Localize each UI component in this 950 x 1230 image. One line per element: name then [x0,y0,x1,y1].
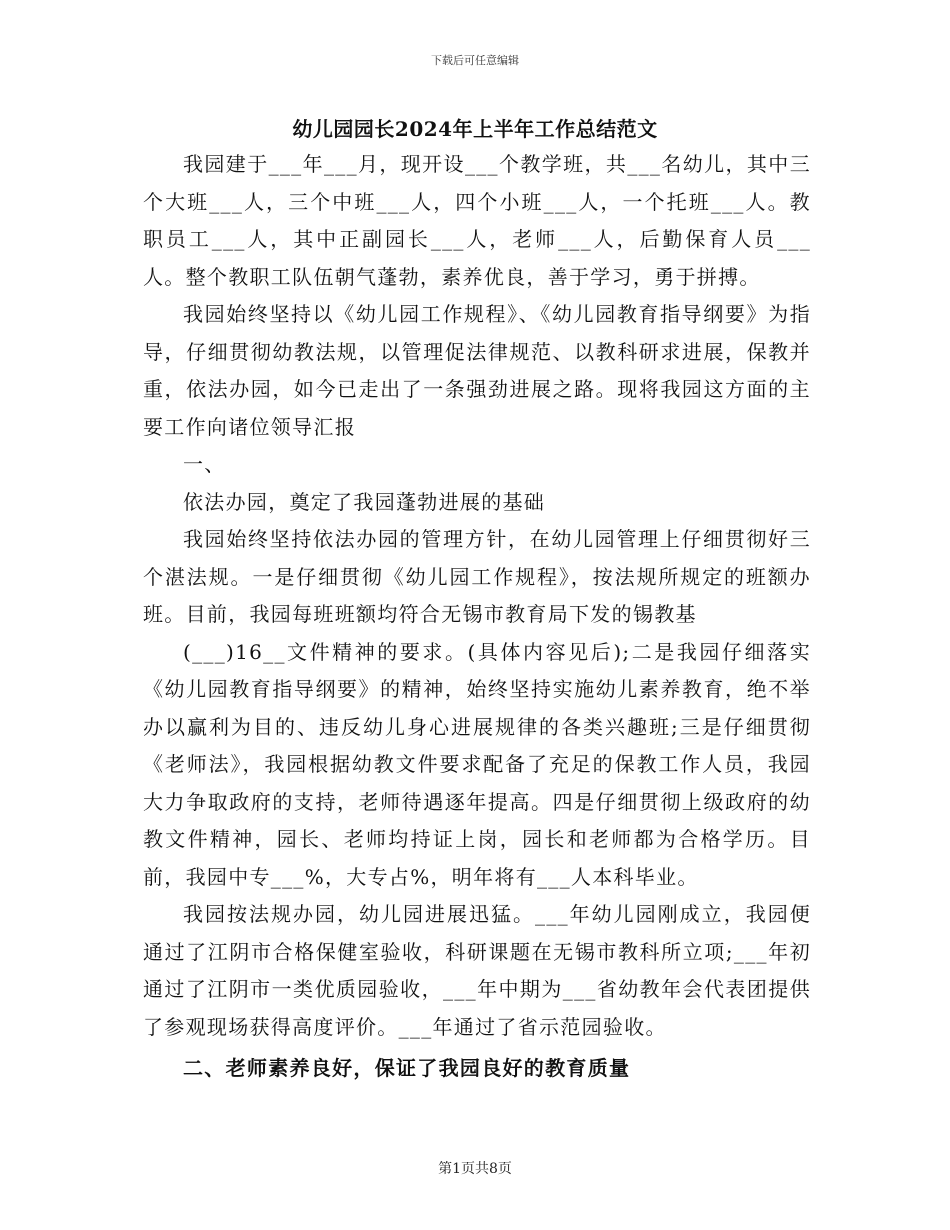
page-number: 第1页共8页 [438,1161,512,1177]
paragraph-school-overview: 我园建于___年___月，现开设___个教学班，共___名幼儿，其中三个大班___人，三个中班___人，四个小班___人，一个托班___人。教职员工___人，其中正副园长___人，老师___人，后勤保育人员___人。整个教职工队伍朝气蓬勃，素养优良，善于学习，勇于拼搏。 [143,152,811,289]
paragraph-development-milestones: 我园按法规办园，幼儿园进展迅猛。___年幼儿园刚成立，我园便通过了江阴市合格保健室验收，科研课题在无锡市教科所立项;___年初通过了江阴市一类优质园验收，___年中期为___省幼教年会代表团提供了参观现场获得高度评价。___年通过了省示范园验收。 [143,902,811,1039]
section-heading-one: 依法办园，奠定了我园蓬勃进展的基础 [183,489,546,514]
section-number-one: 一、 [183,452,226,476]
paragraph-policy-implementation: (___)16__文件精神的要求。(具体内容见后);二是我园仔细落实《幼儿园教育指导纲要》的精神，始终坚持实施幼儿素养教育，绝不举办以赢利为目的、违反幼儿身心进展规律的各类兴趣班;三是仔细贯彻《老师法》，我园根据幼教文件要求配备了充足的保教工作人员，我园大力争取政府的支持，老师待遇逐年提高。四是仔细贯彻上级政府的幼教文件精神，园长、老师均持证上岗，园长和老师都为合格学历。目前，我园中专___%，大专占%，明年将有___人本科毕业。 [143,639,811,889]
section-heading-two: 二、老师素养良好，保证了我园良好的教育质量 [183,1056,631,1080]
paragraph-guiding-principles: 我园始终坚持以《幼儿园工作规程》、《幼儿园教育指导纲要》为指导，仔细贯彻幼教法规，以管理促法律规范、以教科研求进展，保教并重，依法办园，如今已走出了一条强劲进展之路。现将我园这方面的主要工作向诸位领导汇报 [143,302,811,439]
header-note: 下载后可任意编辑 [431,54,519,67]
paragraph-law-based-management: 我园始终坚持依法办园的管理方针，在幼儿园管理上仔细贯彻好三个湛法规。一是仔细贯彻《幼儿园工作规程》，按法规所规定的班额办班。目前，我园每班班额均符合无锡市教育局下发的锡教基 [143,527,811,626]
document-title: 幼儿园园长2024年上半年工作总结范文 [292,117,658,141]
document-body [143,146,811,1088]
